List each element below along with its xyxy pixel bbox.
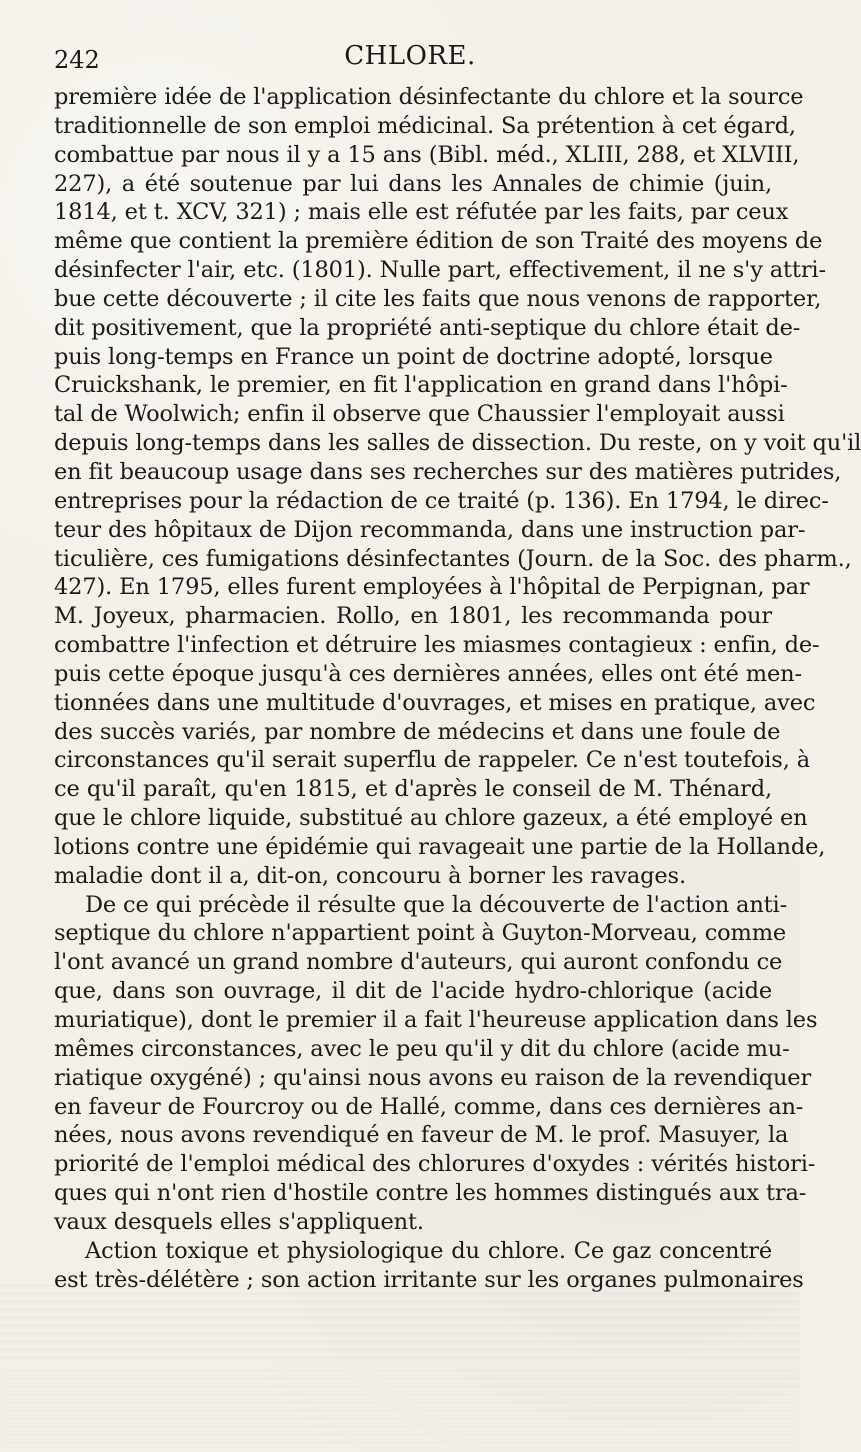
text-line: Action toxique et physiologique du chlore. Ce gaz concentré [85, 1237, 772, 1264]
text-line: des succès variés, par nombre de médecins et dans une foule de [54, 718, 781, 745]
text-line: muriatique), dont le premier il a fait l'heureuse application dans les [54, 1007, 818, 1033]
text-line: circonstances qu'il serait superflu de rappeler. Ce n'est toutefois, à [54, 747, 810, 774]
text-line: ticulière, ces fumigations désinfectantes (Journ. de la Soc. des pharm., [54, 545, 852, 572]
text-line: que, dans son ouvrage, il dit de l'acide hydro-chlorique (acide [54, 978, 772, 1005]
text-line: est très-délétère ; son action irritante sur les organes pulmonaires [54, 1266, 804, 1293]
text-line: Cruickshank, le premier, en fit l'application en grand dans l'hôpi- [54, 372, 788, 399]
body-text [54, 83, 861, 1294]
text-line: en fit beaucoup usage dans ses recherches sur des matières putrides, [54, 458, 842, 485]
text-line: puis long-temps en France un point de doctrine adopté, lorsque [54, 343, 773, 370]
text-line: mêmes circonstances, avec le peu qu'il y dit du chlore (acide mu- [54, 1035, 790, 1062]
text-line: l'ont avancé un grand nombre d'auteurs, qui auront confondu ce [54, 949, 783, 976]
text-line: depuis long-temps dans les salles de dissection. Du reste, on y voit qu'il [54, 430, 861, 457]
text-line: ques qui n'ont rien d'hostile contre les hommes distingués aux tra- [54, 1180, 807, 1207]
text-line: combattre l'infection et détruire les miasmes contagieux : enfin, de- [54, 632, 820, 659]
text-line: priorité de l'emploi médical des chlorures d'oxydes : vérités histori- [54, 1151, 816, 1178]
show-through-texture [0, 1370, 800, 1450]
text-line: De ce qui précède il résulte que la découverte de l'action anti- [85, 891, 788, 918]
text-line: nées, nous avons revendiqué en faveur de M. le prof. Masuyer, la [54, 1122, 789, 1149]
text-line: 1814, et t. XCV, 321) ; mais elle est réfutée par les faits, par ceux [54, 199, 789, 226]
text-line: entreprises pour la rédaction de ce traité (p. 136). En 1794, le direc- [54, 487, 829, 514]
page-header [54, 34, 766, 74]
show-through-texture [0, 1285, 800, 1365]
text-line: tal de Woolwich; enfin il observe que Chaussier l'employait aussi [54, 401, 785, 428]
text-line: désinfecter l'air, etc. (1801). Nulle part, effectivement, il ne s'y attri- [54, 257, 826, 284]
text-line: teur des hôpitaux de Dijon recommanda, dans une instruction par- [54, 516, 806, 543]
text-line: puis cette époque jusqu'à ces dernières années, elles ont été men- [54, 660, 802, 687]
text-line: 427). En 1795, elles furent employées à l'hôpital de Perpignan, par [54, 574, 810, 601]
text-line: même que contient la première édition de son Traité des moyens de [54, 228, 823, 255]
text-line: traditionnelle de son emploi médicinal. Sa prétention à cet égard, [54, 112, 796, 139]
text-line: combattue par nous il y a 15 ans (Bibl. méd., XLIII, 288, et XLVIII, [54, 141, 800, 168]
text-line: première idée de l'application désinfectante du chlore et la source [54, 84, 804, 110]
text-line: M. Joyeux, pharmacien. Rollo, en 1801, les recommanda pour [54, 603, 772, 630]
text-line: tionnées dans une multitude d'ouvrages, et mises en pratique, avec [54, 689, 816, 716]
text-line: riatique oxygéné) ; qu'ainsi nous avons eu raison de la revendiquer [54, 1064, 812, 1091]
running-title: CHLORE. [344, 41, 476, 71]
text-line: maladie dont il a, dit-on, concouru à borner les ravages. [54, 862, 686, 889]
text-line: que le chlore liquide, substitué au chlore gazeux, a été employé en [54, 805, 808, 832]
page-number: 242 [54, 46, 100, 74]
text-line: ce qu'il paraît, qu'en 1815, et d'après le conseil de M. Thénard, [54, 776, 772, 803]
text-line: vaux desquels elles s'appliquent. [54, 1208, 424, 1235]
text-line: septique du chlore n'appartient point à Guyton-Morveau, comme [54, 920, 787, 947]
text-line: 227), a été soutenue par lui dans les Annales de chimie (juin, [54, 170, 772, 197]
text-line: en faveur de Fourcroy ou de Hallé, comme, dans ces dernières an- [54, 1093, 804, 1120]
text-line: dit positivement, que la propriété anti-septique du chlore était de- [54, 314, 801, 341]
text-line: lotions contre une épidémie qui ravageait une partie de la Hollande, [54, 833, 826, 860]
text-line: bue cette découverte ; il cite les faits que nous venons de rapporter, [54, 285, 822, 312]
